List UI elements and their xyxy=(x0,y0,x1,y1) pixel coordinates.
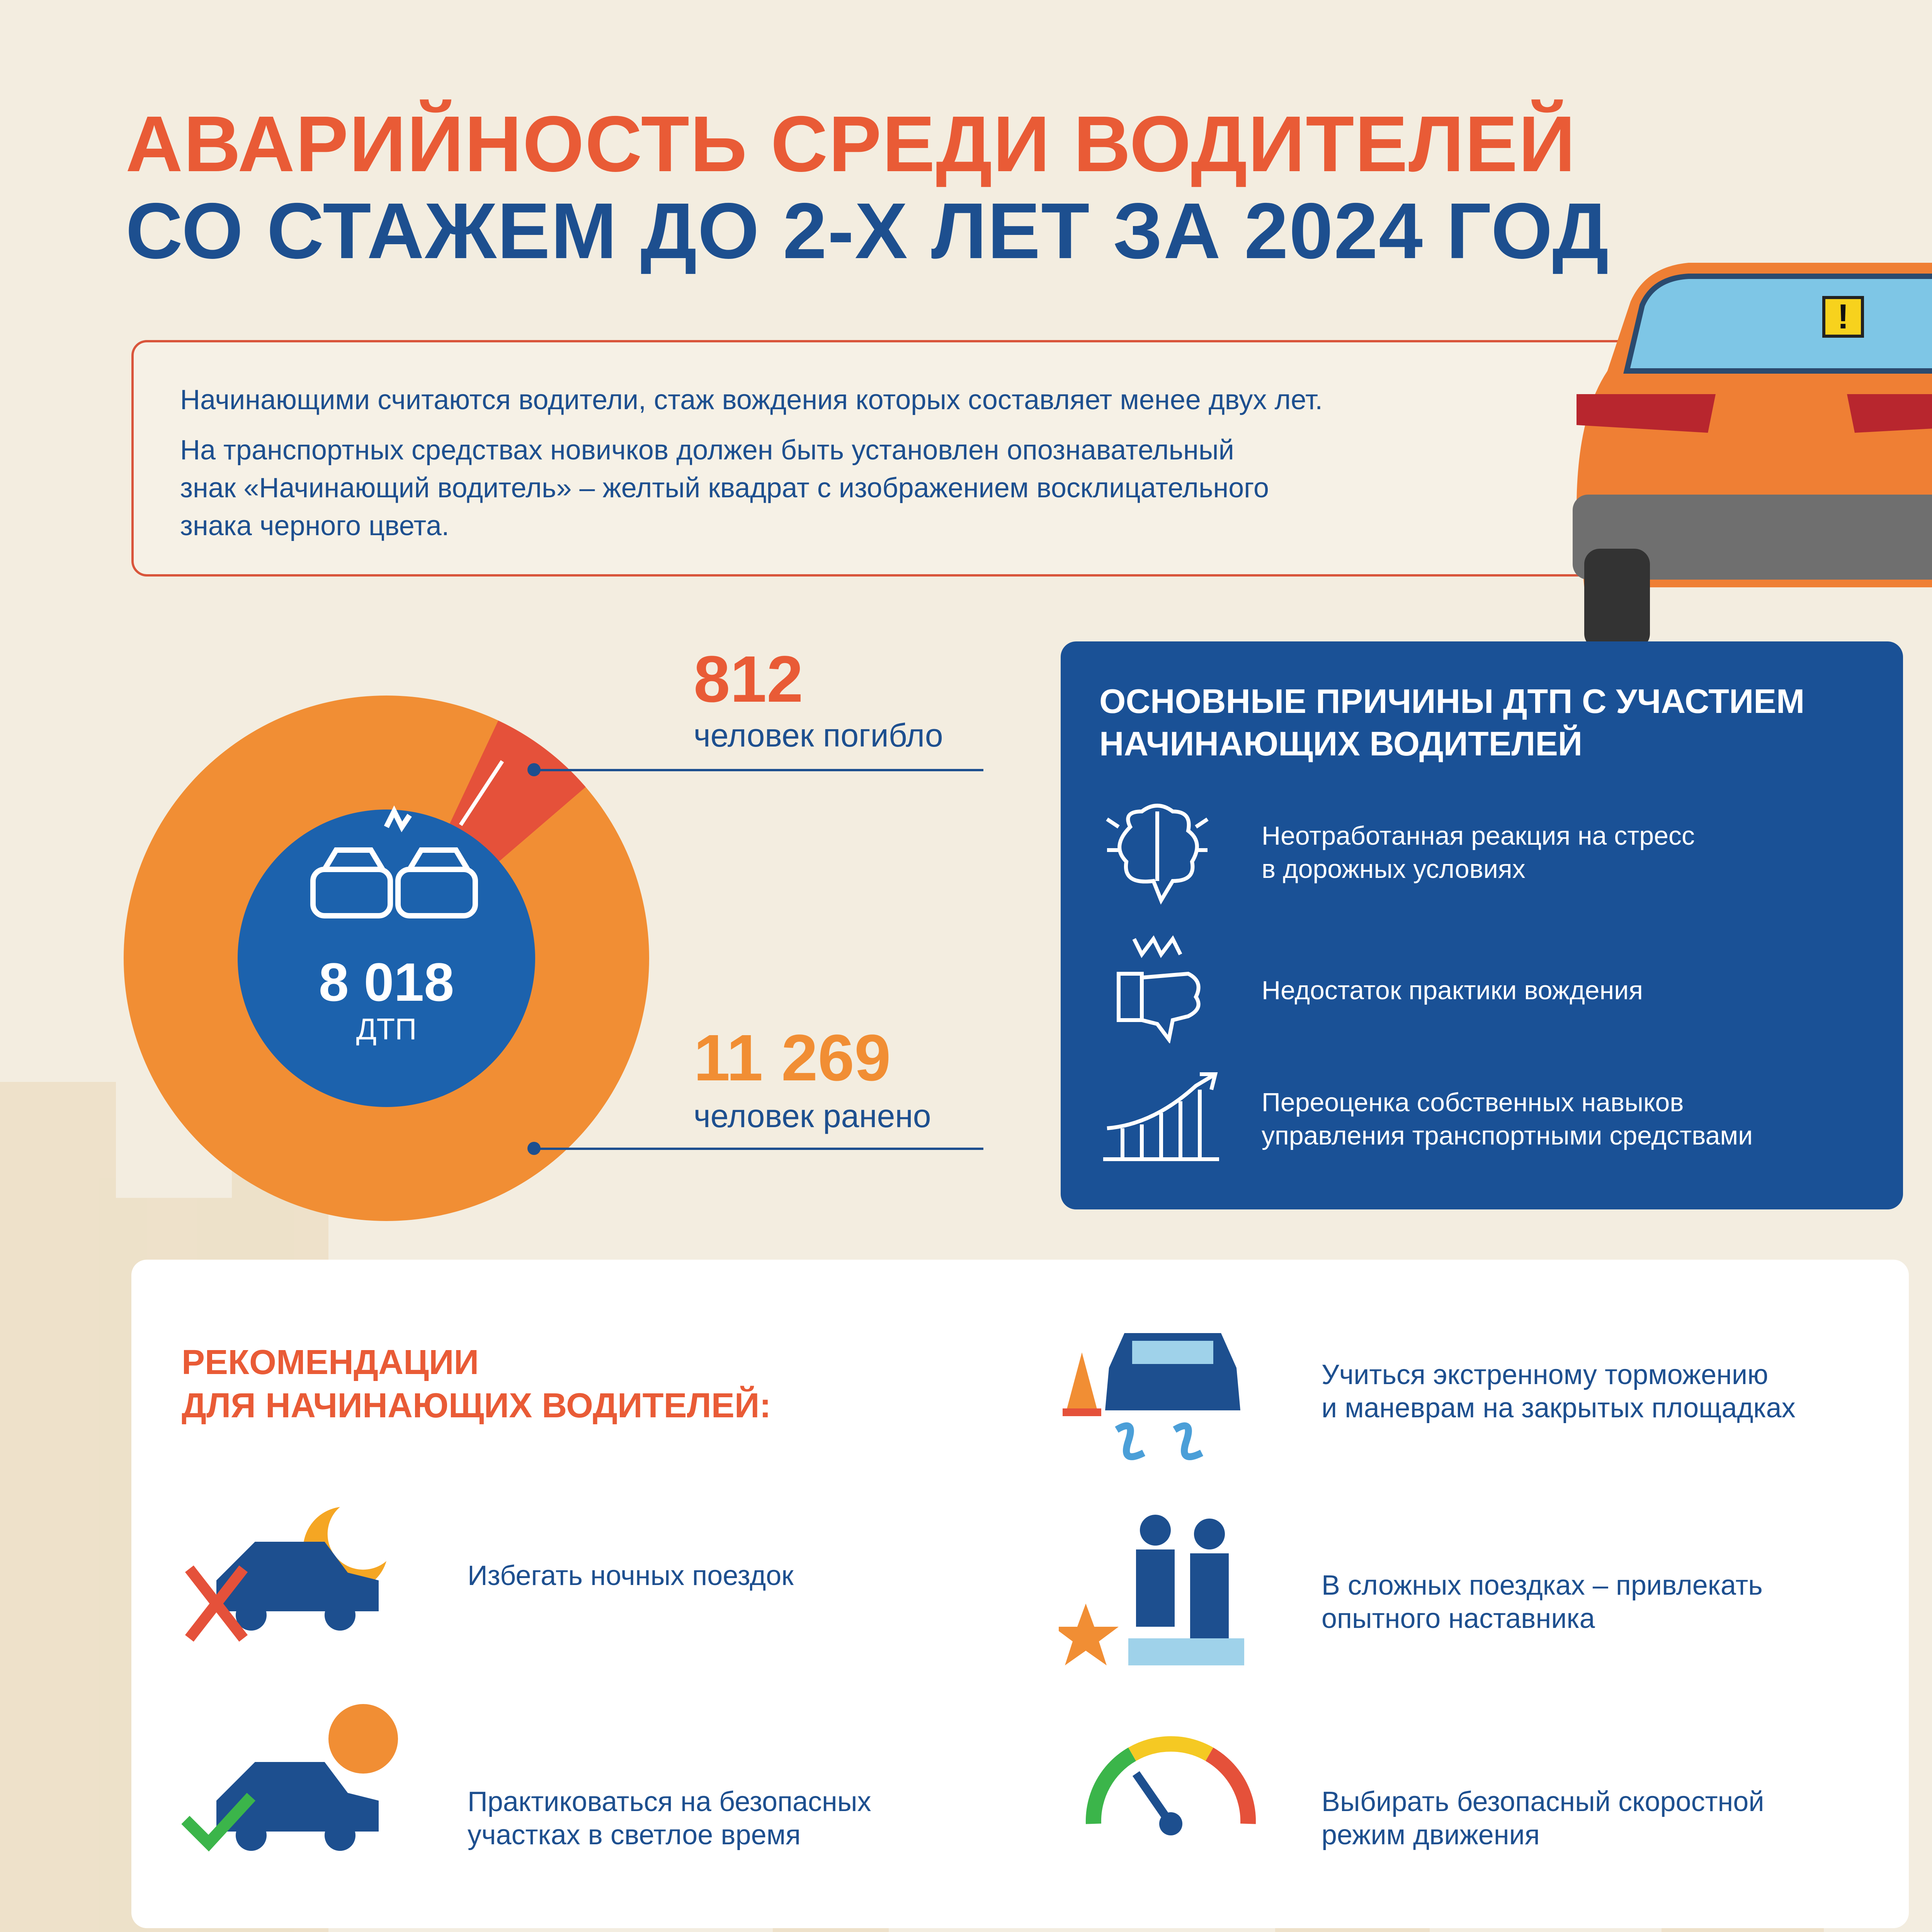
rec-2-text xyxy=(468,1559,1047,1592)
donut-center-label: ДТП xyxy=(356,1012,417,1046)
killed-value: 812 xyxy=(694,643,803,716)
rec-1-text xyxy=(1321,1358,1901,1425)
svg-text:!: ! xyxy=(1837,298,1849,336)
thumbs-down-icon xyxy=(1111,931,1211,1043)
mentor-helping-icon xyxy=(1059,1511,1267,1673)
cause-3-text xyxy=(1262,1086,1880,1152)
cause-2-text xyxy=(1262,974,1880,1007)
rec-4-line2: участках в светлое время xyxy=(468,1820,801,1850)
cause-1-line2: в дорожных условиях xyxy=(1262,854,1526,884)
causes-panel xyxy=(1061,641,1903,1209)
page-title-line1: АВАРИЙНОСТЬ СРЕДИ ВОДИТЕЛЕЙ xyxy=(126,100,1577,188)
intro-paragraph-2-line1: На транспортных средствах новичков должен быть установлен опознавательный xyxy=(180,435,1234,466)
cause-1-text xyxy=(1262,819,1880,886)
killed-pointer-dot xyxy=(527,763,541,776)
recommendations-panel xyxy=(131,1260,1909,1928)
rec-5-text xyxy=(1321,1785,1901,1852)
rising-chart-icon xyxy=(1099,1070,1223,1163)
page-title-line2: СО СТАЖЕМ ДО 2-Х ЛЕТ ЗА 2024 ГОД xyxy=(126,187,1610,275)
car-rear-icon xyxy=(1561,255,1932,649)
rec-4-line1: Практиковаться на безопасных xyxy=(468,1786,871,1817)
car-night-cross-icon xyxy=(178,1484,417,1646)
rec-3-line2: опытного наставника xyxy=(1321,1603,1595,1634)
cause-3-line2: управления транспортными средствами xyxy=(1262,1121,1753,1150)
cause-3-line1: Переоценка собственных навыков xyxy=(1262,1088,1684,1117)
brain-stress-icon xyxy=(1099,796,1215,908)
causes-title-line2: НАЧИНАЮЩИХ ВОДИТЕЛЕЙ xyxy=(1099,724,1583,763)
speedometer-icon xyxy=(1078,1731,1264,1847)
injured-value: 11 269 xyxy=(694,1021,891,1095)
injured-label: человек ранено xyxy=(694,1098,931,1134)
injured-pointer-line xyxy=(535,1148,983,1150)
causes-title xyxy=(1099,680,1872,765)
recommendations-title-line1: РЕКОМЕНДАЦИИ xyxy=(182,1343,479,1382)
cause-1-line1: Неотработанная реакция на стресс xyxy=(1262,821,1695,850)
rec-4-text xyxy=(468,1785,1047,1852)
rec-5-line1: Выбирать безопасный скоростной xyxy=(1321,1786,1764,1817)
intro-paragraph-2-line2: знак «Начинающий водитель» – желтый квадрат с изображением восклицательного xyxy=(180,473,1269,503)
injured-pointer-dot xyxy=(527,1142,541,1155)
car-day-check-icon xyxy=(178,1692,417,1862)
recommendations-title-line2: ДЛЯ НАЧИНАЮЩИХ ВОДИТЕЛЕЙ: xyxy=(182,1386,771,1425)
intro-paragraph-1: Начинающими считаются водители, стаж вождения которых составляет менее двух лет. xyxy=(180,384,1323,415)
donut-center-value: 8 018 xyxy=(318,952,454,1012)
killed-pointer-line xyxy=(535,769,983,771)
rec-1-line1: Учиться экстренному торможению xyxy=(1321,1359,1769,1390)
cause-2-line1: Недостаток практики вождения xyxy=(1262,976,1643,1005)
rec-5-line2: режим движения xyxy=(1321,1820,1540,1850)
intro-paragraph-2-line3: знака черного цвета. xyxy=(180,510,449,541)
causes-title-line1: ОСНОВНЫЕ ПРИЧИНЫ ДТП С УЧАСТИЕМ xyxy=(1099,682,1805,720)
rec-3-line1: В сложных поездках – привлекать xyxy=(1321,1570,1763,1601)
accidents-donut-chart xyxy=(124,696,649,1221)
rec-2-line1: Избегать ночных поездок xyxy=(468,1560,794,1591)
rec-3-text xyxy=(1321,1569,1901,1635)
car-braking-cone-icon xyxy=(1059,1310,1260,1472)
intro-box xyxy=(131,340,1643,577)
rec-1-line2: и маневрам на закрытых площадках xyxy=(1321,1393,1796,1423)
recommendations-title xyxy=(182,1341,771,1427)
killed-label: человек погибло xyxy=(694,717,943,753)
